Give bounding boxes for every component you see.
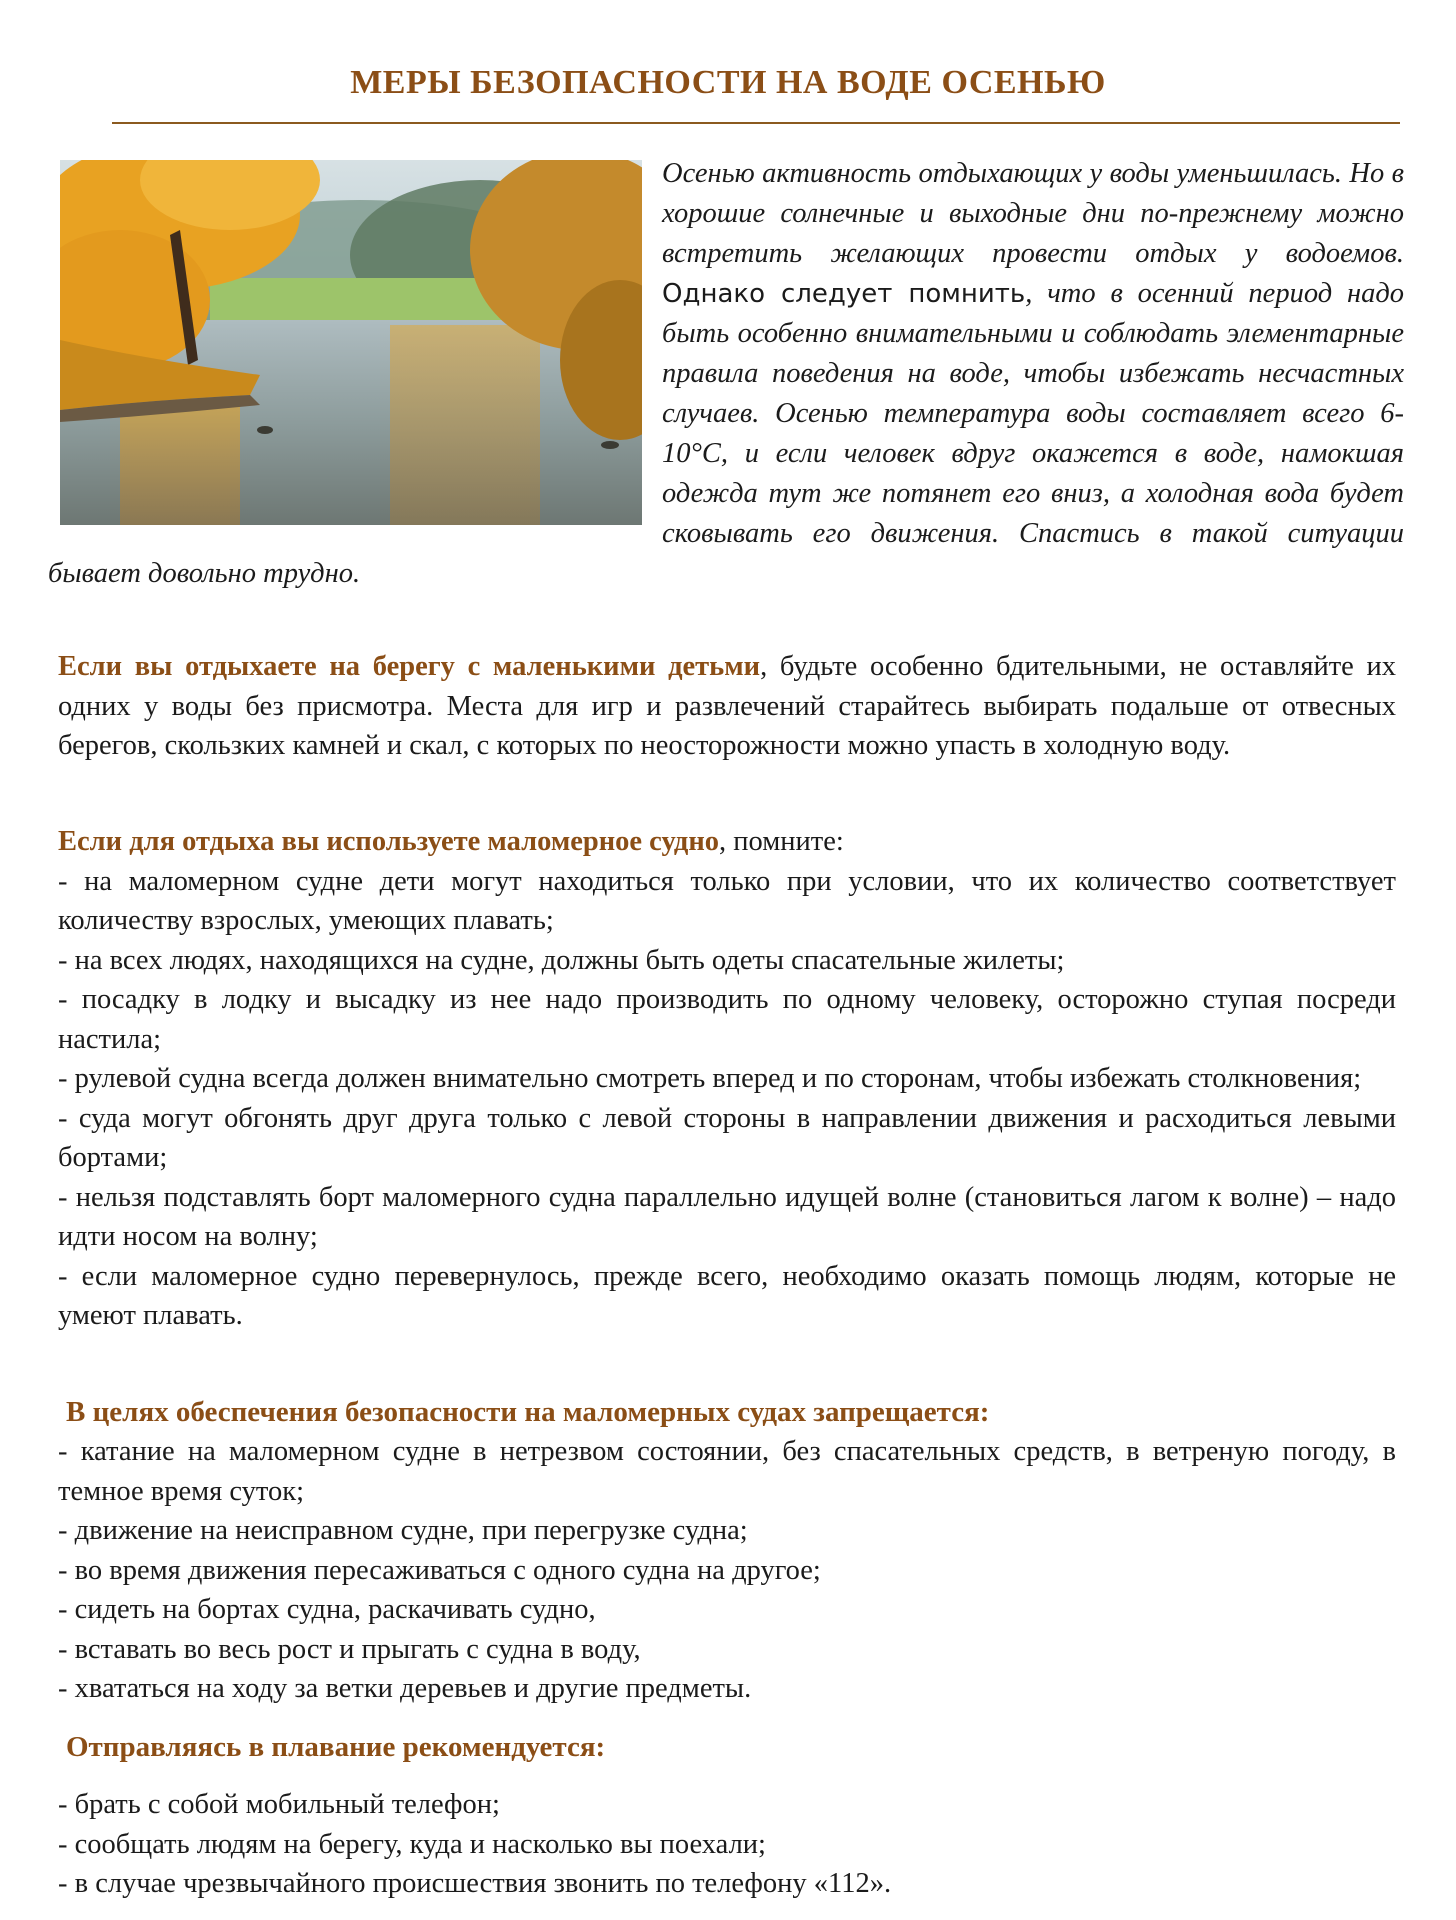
children-section bbox=[58, 647, 1396, 766]
intro-paragraph bbox=[48, 154, 1404, 594]
boat-lead: Если для отдыха вы используете маломерное судно bbox=[58, 826, 719, 857]
intro-text-part2: , что в осенний период надо быть особенно внимательными и соблюдать элементарные правила поведения на воде, чтобы избежать несчастных случаев. Осенью температура воды составляет всего 6-10°С, и если человек вдруг окажется в воде, намокшая одежда тут же потянет его вниз, а холодная вода будет сковывать его движения. Спастись в такой ситуации бывает довольно трудно. bbox=[48, 278, 1404, 589]
children-lead: Если вы отдыхаете на берегу с маленькими детьми bbox=[58, 651, 761, 682]
prohibited-item: - вставать во весь рост и прыгать с судна в воду, bbox=[58, 1633, 641, 1665]
boat-rule: - посадку в лодку и высадку из нее надо производить по одному человеку, осторожно ступая посреди настила; bbox=[58, 984, 1396, 1055]
boat-rule: - на маломерном судне дети могут находиться только при условии, что их количество соответствует количеству взрослых, умеющих плавать; bbox=[58, 865, 1396, 936]
recommended-heading: Отправляясь в плавание рекомендуется: bbox=[66, 1731, 606, 1763]
boat-section bbox=[58, 822, 1396, 1336]
prohibited-item: - хвататься на ходу за ветки деревьев и другие предметы. bbox=[58, 1673, 752, 1704]
page-title: МЕРЫ БЕЗОПАСНОСТИ НА ВОДЕ ОСЕНЬЮ bbox=[350, 64, 1106, 101]
boat-intro bbox=[58, 822, 1396, 862]
recommended-section bbox=[58, 1727, 1396, 1904]
intro-text-part1: Осенью активность отдыхающих у воды уменьшилась. Но в хорошие солнечные и выходные дни по-прежнему можно встретить желающих провести отдых у водоемов. bbox=[662, 158, 1404, 269]
prohibited-section bbox=[58, 1392, 1396, 1709]
recommended-item: - в случае чрезвычайного происшествия звонить по телефону «112». bbox=[58, 1868, 892, 1899]
prohibited-item: - сидеть на бортах судна, раскачивать судно, bbox=[58, 1594, 596, 1625]
title-divider bbox=[112, 122, 1400, 124]
recommended-item: - сообщать людям на берегу, куда и насколько вы поехали; bbox=[58, 1828, 766, 1860]
prohibited-item: - катание на маломерном судне в нетрезвом состоянии, без спасательных средств, в ветреную погоду, в темное время суток; bbox=[58, 1436, 1396, 1507]
intro-emphasis: Однако следует помнить bbox=[662, 279, 1026, 309]
recommended-item: - брать с собой мобильный телефон; bbox=[58, 1789, 500, 1820]
boat-rule: - на всех людях, находящихся на судне, должны быть одеты спасательные жилеты; bbox=[58, 944, 1065, 976]
boat-rule: - суда могут обгонять друг друга только с левой стороны в направлении движения и расходиться левыми бортами; bbox=[58, 1102, 1396, 1173]
prohibited-item: - движение на неисправном судне, при перегрузке судна; bbox=[58, 1515, 748, 1546]
boat-rule: - если маломерное судно перевернулось, прежде всего, необходимо оказать помощь людям, которые не умеют плавать. bbox=[58, 1260, 1396, 1331]
children-paragraph bbox=[58, 647, 1396, 766]
prohibited-item: - во время движения пересаживаться с одного судна на другое; bbox=[58, 1554, 821, 1586]
children-text: , будьте особенно бдительными, не оставляйте их одних у воды без присмотра. Места для игр и развлечений старайтесь выбирать подальше от отвесных берегов, скользких камней и скал, с которых по неосторожности можно упасть в холодную воду. bbox=[58, 651, 1396, 761]
photo-wrap-spacer bbox=[48, 154, 662, 536]
boat-rule: - рулевой судна всегда должен внимательно смотреть вперед и по сторонам, чтобы избежать столкновения; bbox=[58, 1063, 1362, 1094]
boat-intro-text: , помните: bbox=[719, 826, 844, 857]
prohibited-heading: В целях обеспечения безопасности на маломерных судах запрещается: bbox=[66, 1396, 990, 1428]
boat-rule: - нельзя подставлять борт маломерного судна параллельно идущей волне (становиться лагом к волне) – надо идти носом на волну; bbox=[58, 1181, 1396, 1252]
